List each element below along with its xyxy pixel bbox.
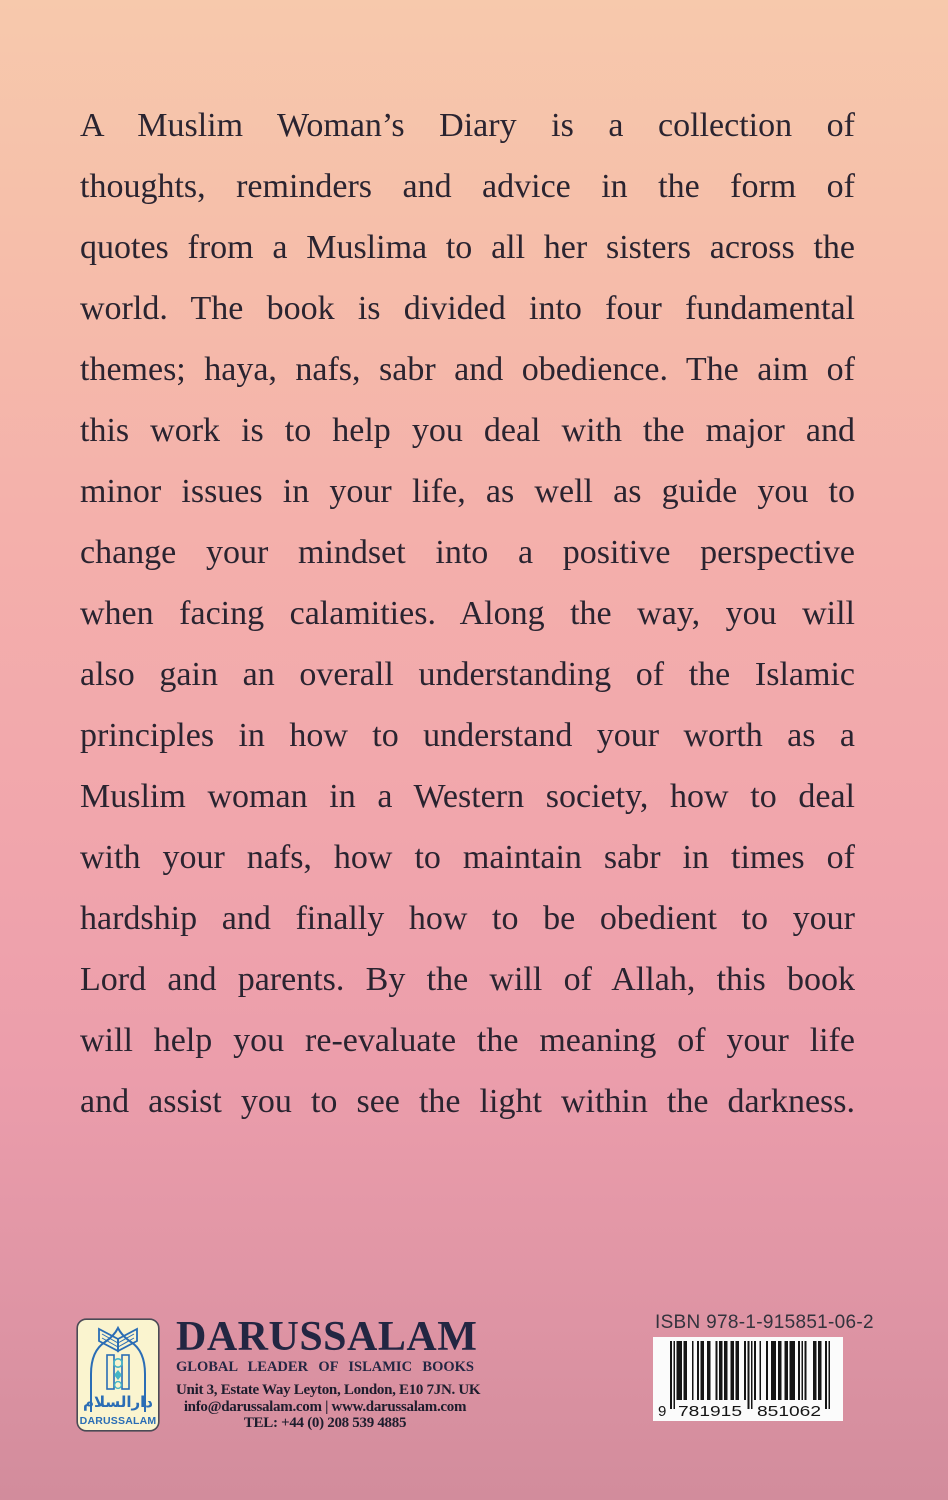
barcode-bar bbox=[801, 1341, 803, 1400]
darussalam-logo bbox=[76, 1318, 160, 1432]
barcode-bar bbox=[697, 1341, 699, 1400]
blurb-line-17: and assist you to see the light within the darkness. bbox=[80, 1083, 855, 1120]
barcode-bar bbox=[805, 1341, 807, 1400]
blurb-line-10: also gain an overall understanding of the Islamic bbox=[80, 656, 855, 693]
barcode-lead-digit: 9 bbox=[658, 1403, 667, 1420]
blurb-line-1: A Muslim Woman’s Diary is a collection of bbox=[80, 107, 855, 144]
barcode-bar bbox=[709, 1341, 711, 1400]
barcode-bar bbox=[715, 1341, 717, 1400]
barcode-bar bbox=[744, 1341, 746, 1400]
blurb-line-9: when facing calamities. Along the way, you will bbox=[80, 595, 855, 632]
logo-wordmark: DARUSSALAM bbox=[79, 1415, 157, 1427]
blurb-line-11: principles in how to understand your worth as a bbox=[80, 717, 855, 754]
barcode-bar bbox=[798, 1341, 800, 1400]
barcode-bar bbox=[791, 1341, 793, 1400]
barcode-bar bbox=[736, 1341, 738, 1400]
blurb-line-7: minor issues in your life, as well as guide you to bbox=[80, 473, 855, 510]
barcode-bar bbox=[771, 1341, 773, 1400]
blurb-line-16: will help you re-evaluate the meaning of your life bbox=[80, 1022, 855, 1059]
barcode-bar bbox=[820, 1341, 822, 1400]
barcode-bar bbox=[766, 1341, 768, 1400]
barcode-bar bbox=[813, 1341, 815, 1400]
barcode-right-group: 851062 bbox=[757, 1403, 821, 1420]
arabic-calligraphy: دارالسلام bbox=[83, 1393, 153, 1411]
barcode-bar bbox=[680, 1341, 682, 1400]
blurb-line-5: themes; haya, nafs, sabr and obedience. The aim of bbox=[80, 351, 855, 388]
barcode-bar bbox=[724, 1341, 726, 1400]
ean13-barcode bbox=[653, 1337, 843, 1421]
barcode-bar bbox=[778, 1341, 780, 1400]
publisher-block bbox=[76, 1314, 481, 1432]
publisher-name: DARUSSALAM bbox=[176, 1314, 478, 1360]
blurb-line-6: this work is to help you deal with the major and bbox=[80, 412, 855, 449]
barcode-bar bbox=[754, 1341, 756, 1400]
barcode-bar bbox=[818, 1341, 820, 1400]
barcode-left-group: 781915 bbox=[678, 1403, 742, 1420]
barcode-bar bbox=[747, 1341, 749, 1409]
blurb-line-15: Lord and parents. By the will of Allah, this book bbox=[80, 961, 855, 998]
barcode-bar bbox=[685, 1341, 687, 1400]
barcode-bar bbox=[678, 1341, 680, 1400]
publisher-text bbox=[176, 1314, 481, 1432]
barcode-bar bbox=[719, 1341, 721, 1400]
blurb-line-12: Muslim woman in a Western society, how to deal bbox=[80, 778, 855, 815]
publisher-contacts: info@darussalam.com | www.darussalam.com bbox=[183, 1398, 467, 1415]
barcode-bar bbox=[779, 1341, 781, 1400]
blurb-line-2: thoughts, reminders and advice in the form of bbox=[80, 168, 855, 205]
isbn-label: ISBN 978-1-915851-06-2 bbox=[655, 1312, 874, 1333]
barcode-bar bbox=[737, 1341, 739, 1400]
blurb-line-13: with your nafs, how to maintain sabr in times of bbox=[80, 839, 855, 876]
barcode-bar bbox=[726, 1341, 728, 1400]
barcode-bar bbox=[785, 1341, 787, 1400]
blurb-line-4: world. The book is divided into four fundamental bbox=[80, 290, 855, 327]
barcode-bar bbox=[774, 1341, 776, 1400]
publisher-phone: TEL: +44 (0) 208 539 4885 bbox=[243, 1415, 407, 1431]
blurb-line-14: hardship and finally how to be obedient to your bbox=[80, 900, 855, 937]
barcode-bar bbox=[759, 1341, 761, 1400]
barcode-bar bbox=[773, 1341, 775, 1400]
barcode-bar bbox=[673, 1341, 675, 1409]
barcode-bar bbox=[731, 1341, 733, 1400]
barcode-bar bbox=[815, 1341, 817, 1400]
barcode-bar bbox=[700, 1341, 702, 1400]
barcode-bar bbox=[825, 1341, 827, 1409]
barcode-bar bbox=[828, 1341, 830, 1409]
barcode-bar bbox=[707, 1341, 709, 1400]
barcode-bar bbox=[751, 1341, 753, 1409]
barcode-bar bbox=[677, 1341, 679, 1400]
barcode-bar bbox=[683, 1341, 685, 1400]
blurb-line-3: quotes from a Muslima to all her sisters across the bbox=[80, 229, 855, 266]
barcode-bar bbox=[786, 1341, 788, 1400]
blurb-line-8: change your mindset into a positive perspective bbox=[80, 534, 855, 571]
isbn-block bbox=[653, 1312, 874, 1421]
blurb bbox=[80, 95, 855, 1132]
publisher-address: Unit 3, Estate Way Leyton, London, E10 7JN. UK bbox=[176, 1382, 481, 1398]
barcode-bar bbox=[670, 1341, 672, 1409]
barcode-bar bbox=[793, 1341, 795, 1400]
publisher-tagline: GLOBAL LEADER OF ISLAMIC BOOKS bbox=[176, 1359, 474, 1375]
barcode-bar bbox=[721, 1341, 723, 1400]
barcode-bar bbox=[790, 1341, 792, 1400]
barcode-bar bbox=[702, 1341, 704, 1400]
barcode-bar bbox=[692, 1341, 694, 1400]
barcode-bar bbox=[732, 1341, 734, 1400]
